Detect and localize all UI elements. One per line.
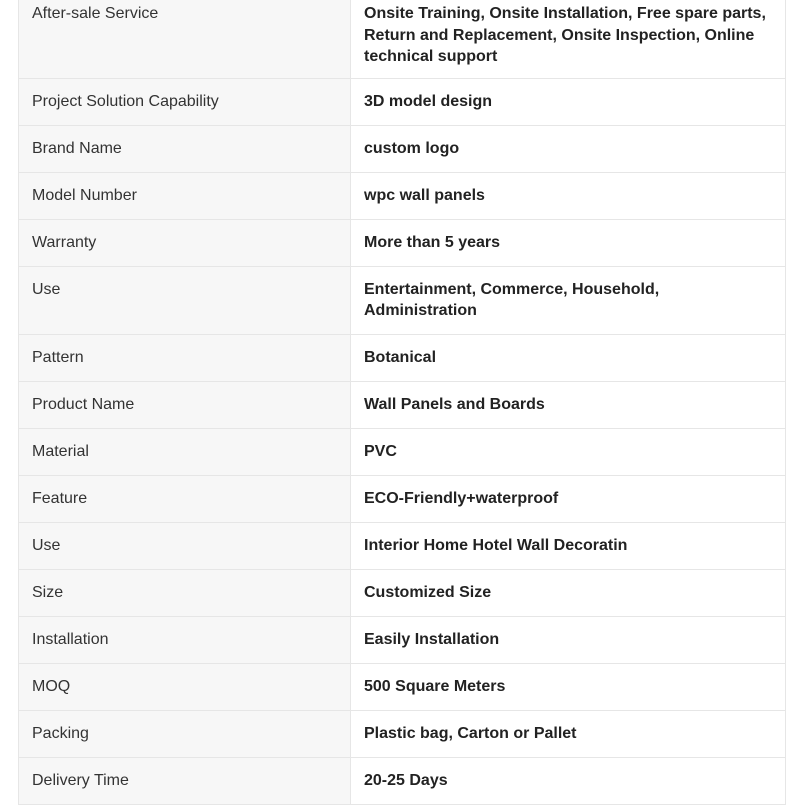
spec-value: Plastic bag, Carton or Pallet bbox=[351, 710, 786, 757]
spec-row-delivery-time bbox=[19, 757, 786, 804]
spec-row-installation bbox=[19, 616, 786, 663]
spec-value: ECO-Friendly+waterproof bbox=[351, 475, 786, 522]
spec-key: Packing bbox=[19, 710, 351, 757]
spec-key: Use bbox=[19, 522, 351, 569]
spec-value: Easily Installation bbox=[351, 616, 786, 663]
spec-row-product-name bbox=[19, 381, 786, 428]
spec-key: Product Name bbox=[19, 381, 351, 428]
spec-row-warranty bbox=[19, 219, 786, 266]
spec-row-brand-name bbox=[19, 125, 786, 172]
spec-key: Project Solution Capability bbox=[19, 78, 351, 125]
spec-value: Entertainment, Commerce, Household, Administration bbox=[351, 266, 786, 334]
spec-value: Onsite Training, Onsite Installation, Free spare parts, Return and Replacement, Onsite Inspection, Online technical support bbox=[351, 0, 786, 78]
spec-row-packing bbox=[19, 710, 786, 757]
spec-row-model-number bbox=[19, 172, 786, 219]
spec-key: Brand Name bbox=[19, 125, 351, 172]
spec-value: custom logo bbox=[351, 125, 786, 172]
spec-row-use-interior bbox=[19, 522, 786, 569]
spec-row-project-solution-capability bbox=[19, 78, 786, 125]
spec-key: After-sale Service bbox=[19, 0, 351, 78]
spec-value: More than 5 years bbox=[351, 219, 786, 266]
spec-value: Wall Panels and Boards bbox=[351, 381, 786, 428]
spec-value: Customized Size bbox=[351, 569, 786, 616]
spec-key: MOQ bbox=[19, 663, 351, 710]
spec-key: Pattern bbox=[19, 334, 351, 381]
spec-row-use bbox=[19, 266, 786, 334]
spec-key: Feature bbox=[19, 475, 351, 522]
spec-key: Material bbox=[19, 428, 351, 475]
spec-value: wpc wall panels bbox=[351, 172, 786, 219]
spec-row-pattern bbox=[19, 334, 786, 381]
spec-key: Warranty bbox=[19, 219, 351, 266]
spec-row-after-sale-service bbox=[19, 0, 786, 78]
spec-key: Installation bbox=[19, 616, 351, 663]
spec-value: 3D model design bbox=[351, 78, 786, 125]
spec-key: Size bbox=[19, 569, 351, 616]
spec-row-material bbox=[19, 428, 786, 475]
spec-row-feature bbox=[19, 475, 786, 522]
product-spec-table bbox=[18, 0, 786, 805]
spec-key: Model Number bbox=[19, 172, 351, 219]
spec-key: Delivery Time bbox=[19, 757, 351, 804]
spec-row-size bbox=[19, 569, 786, 616]
spec-value: 20-25 Days bbox=[351, 757, 786, 804]
spec-value: Interior Home Hotel Wall Decoratin bbox=[351, 522, 786, 569]
spec-key: Use bbox=[19, 266, 351, 334]
spec-value: 500 Square Meters bbox=[351, 663, 786, 710]
spec-table-body bbox=[19, 0, 786, 804]
spec-value: Botanical bbox=[351, 334, 786, 381]
spec-row-moq bbox=[19, 663, 786, 710]
spec-value: PVC bbox=[351, 428, 786, 475]
